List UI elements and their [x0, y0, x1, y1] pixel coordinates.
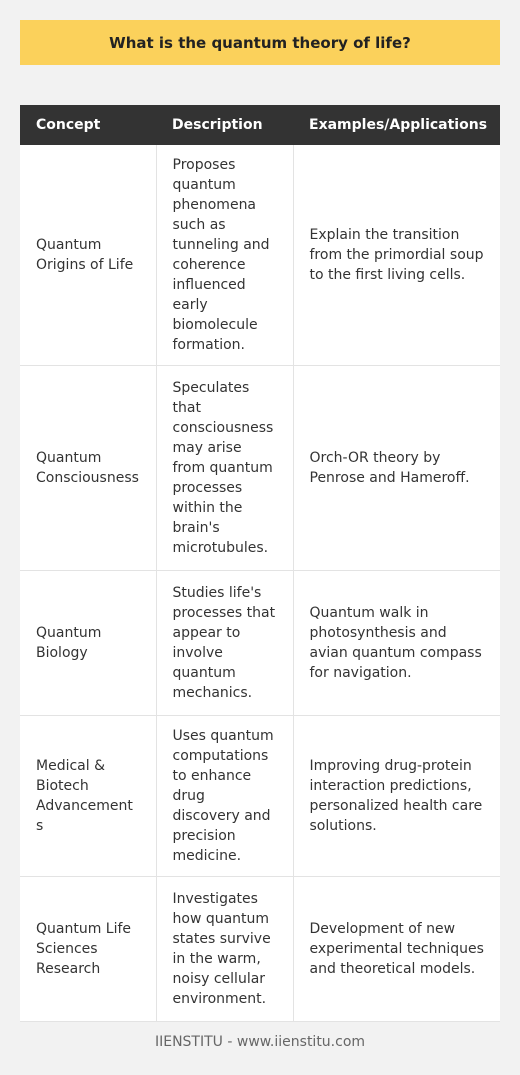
cell-description: Proposes quantum phenomena such as tunneling and coherence influenced early biomolecule formation.: [156, 145, 293, 366]
cell-concept: Quantum Origins of Life: [20, 145, 156, 366]
cell-description: Uses quantum computations to enhance drug discovery and precision medicine.: [156, 716, 293, 877]
table-row: [20, 571, 500, 716]
cell-concept: Quantum Consciousness: [20, 366, 156, 571]
cell-examples: Quantum walk in photosynthesis and avian quantum compass for navigation.: [293, 571, 500, 716]
table-header-row: [20, 105, 500, 145]
cell-description: Investigates how quantum states survive in the warm, noisy cellular environment.: [156, 877, 293, 1022]
cell-examples: Development of new experimental techniques and theoretical models.: [293, 877, 500, 1022]
table-row: [20, 145, 500, 366]
table-row: [20, 366, 500, 571]
footer-credit: IIENSTITU - www.iienstitu.com: [154, 1034, 366, 1050]
cell-examples: Explain the transition from the primordial soup to the first living cells.: [293, 145, 500, 366]
concept-table: [20, 105, 500, 1022]
table-row: [20, 877, 500, 1022]
cell-examples: Orch-OR theory by Penrose and Hameroff.: [293, 366, 500, 571]
header-examples: Examples/Applications: [293, 105, 500, 145]
header-concept: Concept: [20, 105, 156, 145]
header-description: Description: [156, 105, 293, 145]
cell-concept: Medical & Biotech Advancements: [20, 716, 156, 877]
page-title: What is the quantum theory of life?: [20, 20, 500, 65]
cell-concept: Quantum Biology: [20, 571, 156, 716]
cell-examples: Improving drug-protein interaction predictions, personalized health care solutions.: [293, 716, 500, 877]
table-row: [20, 716, 500, 877]
cell-concept: Quantum Life Sciences Research: [20, 877, 156, 1022]
cell-description: Speculates that consciousness may arise from quantum processes within the brain's microtubules.: [156, 366, 293, 571]
cell-description: Studies life's processes that appear to involve quantum mechanics.: [156, 571, 293, 716]
